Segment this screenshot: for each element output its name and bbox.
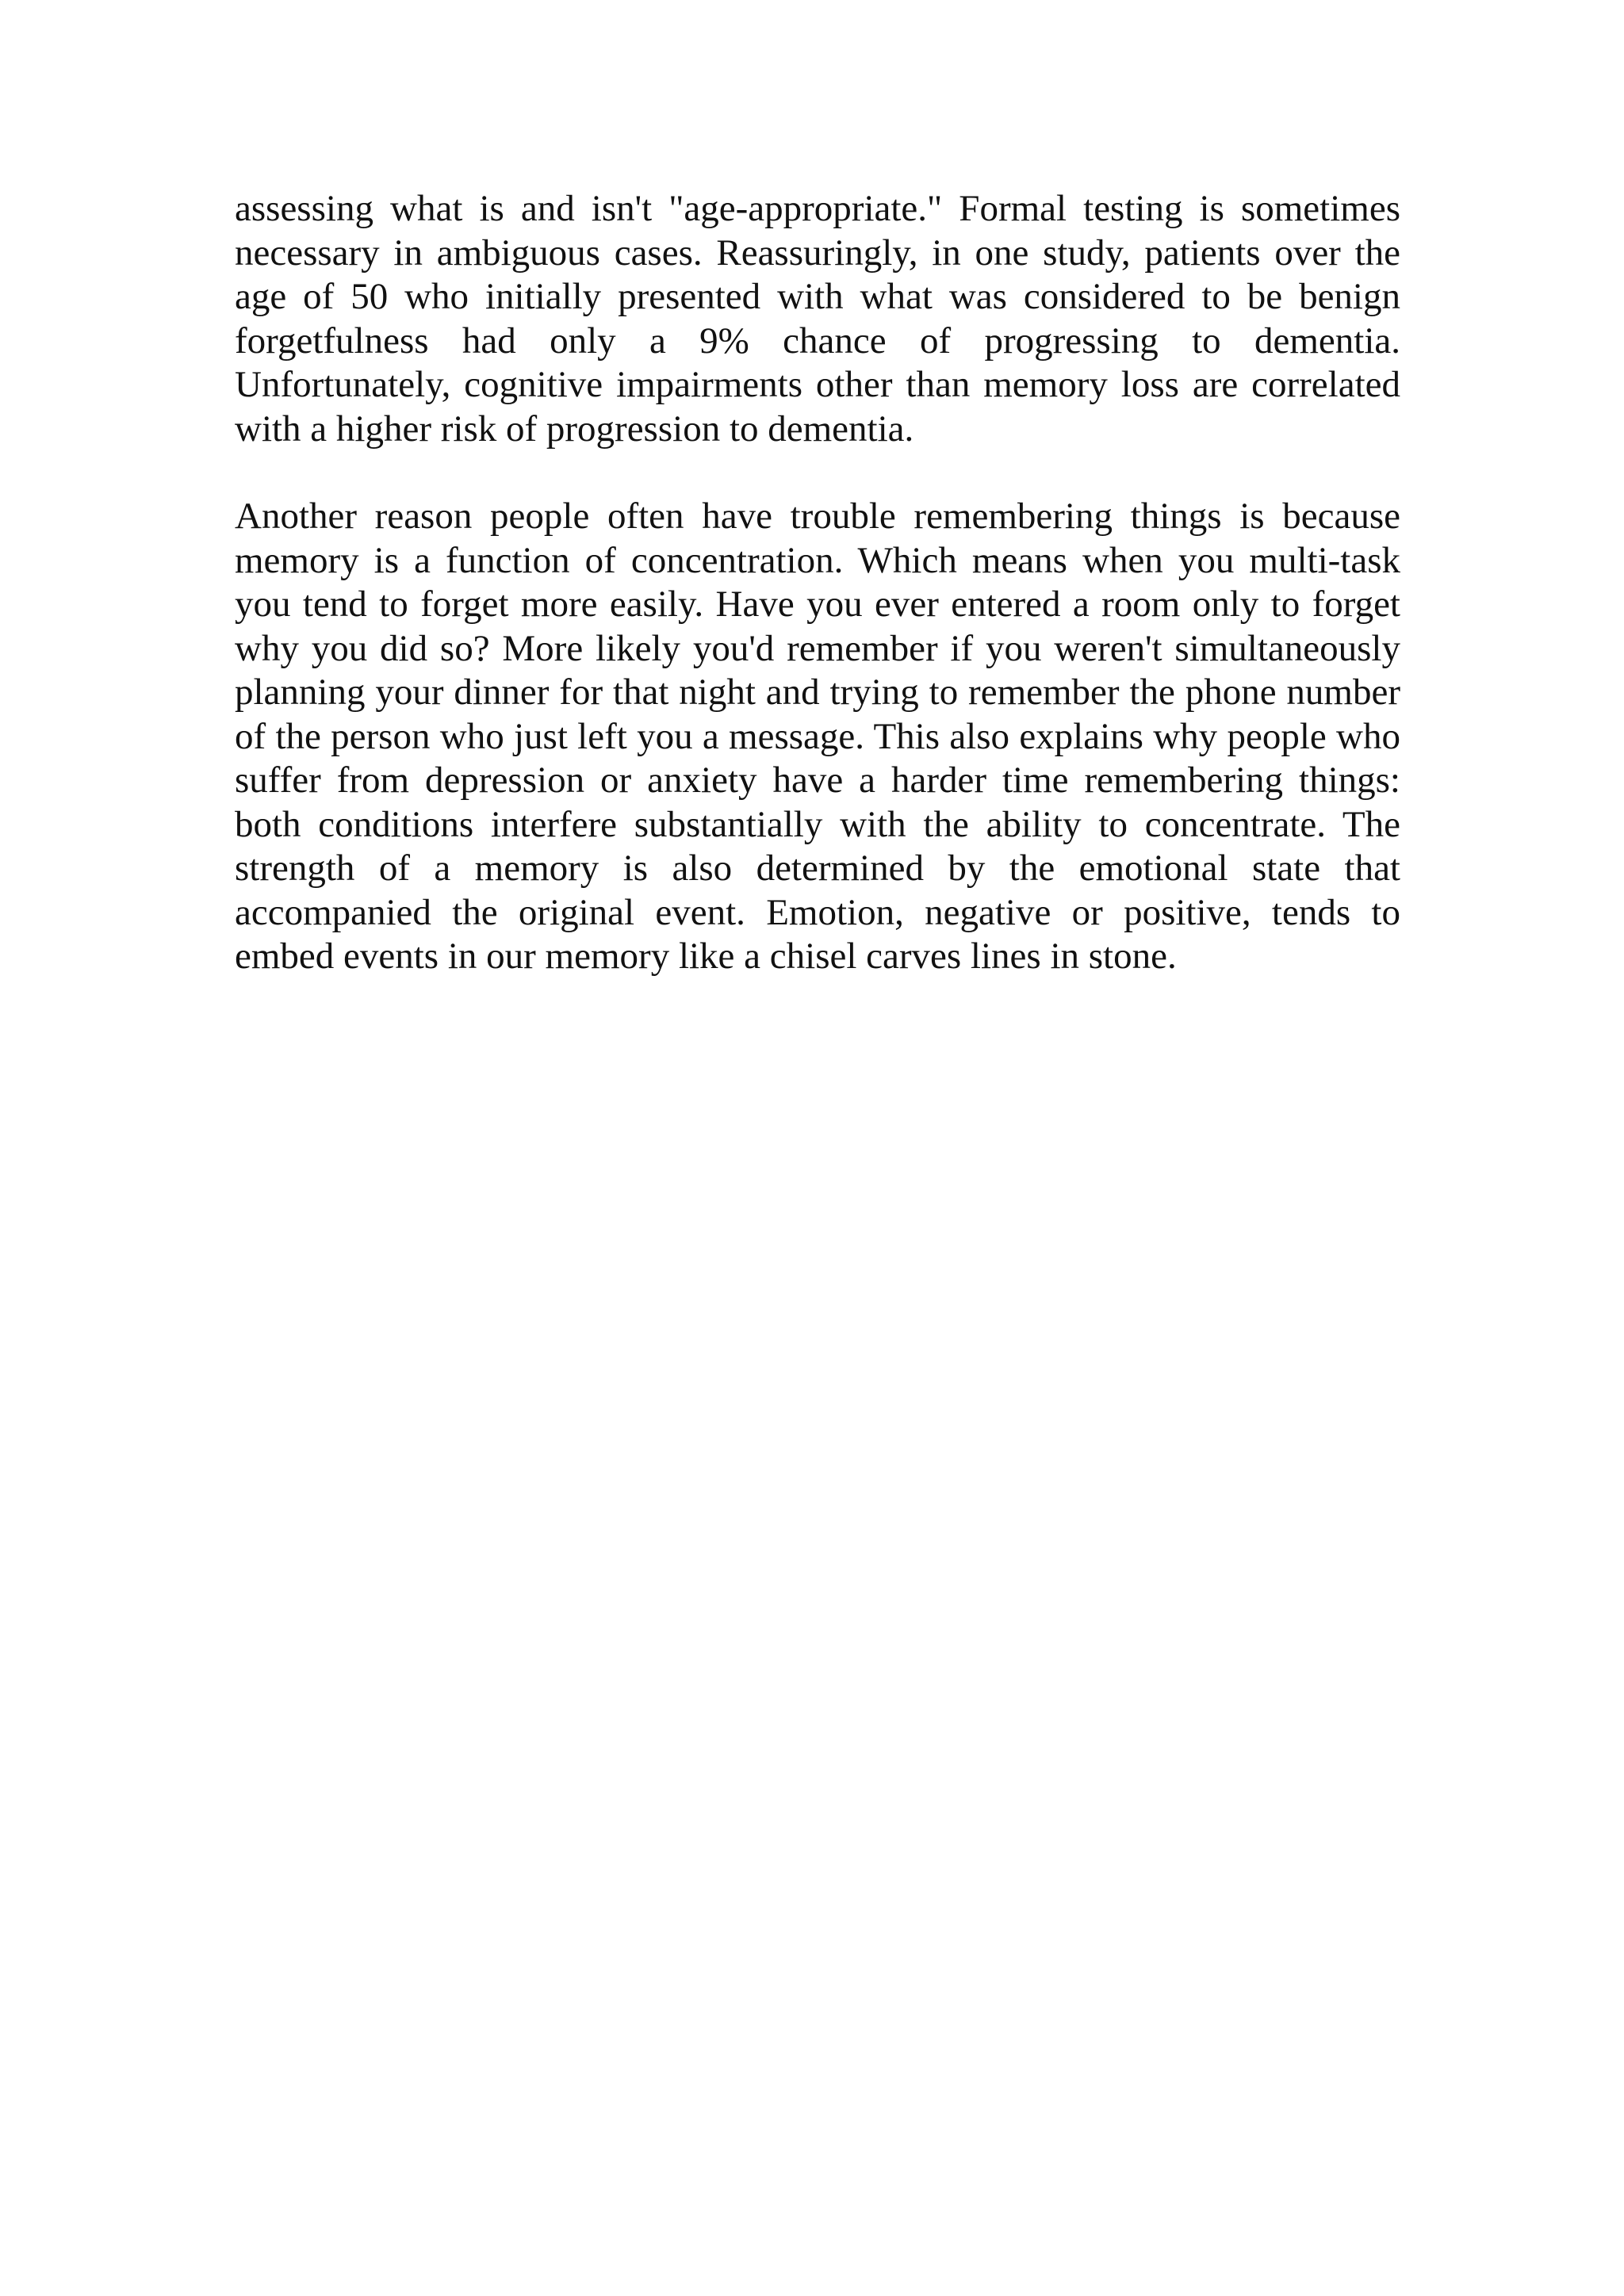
- body-text: [235, 187, 1400, 1023]
- paragraph-2: Another reason people often have trouble remembering things is because memory is a function of concentration. Which means when you multi-task you tend to forget more easily. Have you ever entered a room only to forget why you did so? More likely you'd remember if you weren't simultaneously planning your dinner for that night and trying to remember the phone number of the person who just left you a message. This also explains why people who suffer from depression or anxiety have a harder time remembering things: both conditions interfere substantially with the ability to concentrate. The strength of a memory is also determined by the emotional state that accompanied the original event. Emotion, negative or positive, tends to embed events in our memory like a chisel carves lines in stone.: [235, 496, 1400, 977]
- paragraph-1: assessing what is and isn't "age-appropriate." Formal testing is sometimes necessary in ambiguous cases. Reassuringly, in one study, patients over the age of 50 who initially presented with what was considered to be benign forgetfulness had only a 9% chance of progressing to dementia. Unfortunately, cognitive impairments other than memory loss are correlated with a higher risk of progression to dementia.: [235, 188, 1400, 450]
